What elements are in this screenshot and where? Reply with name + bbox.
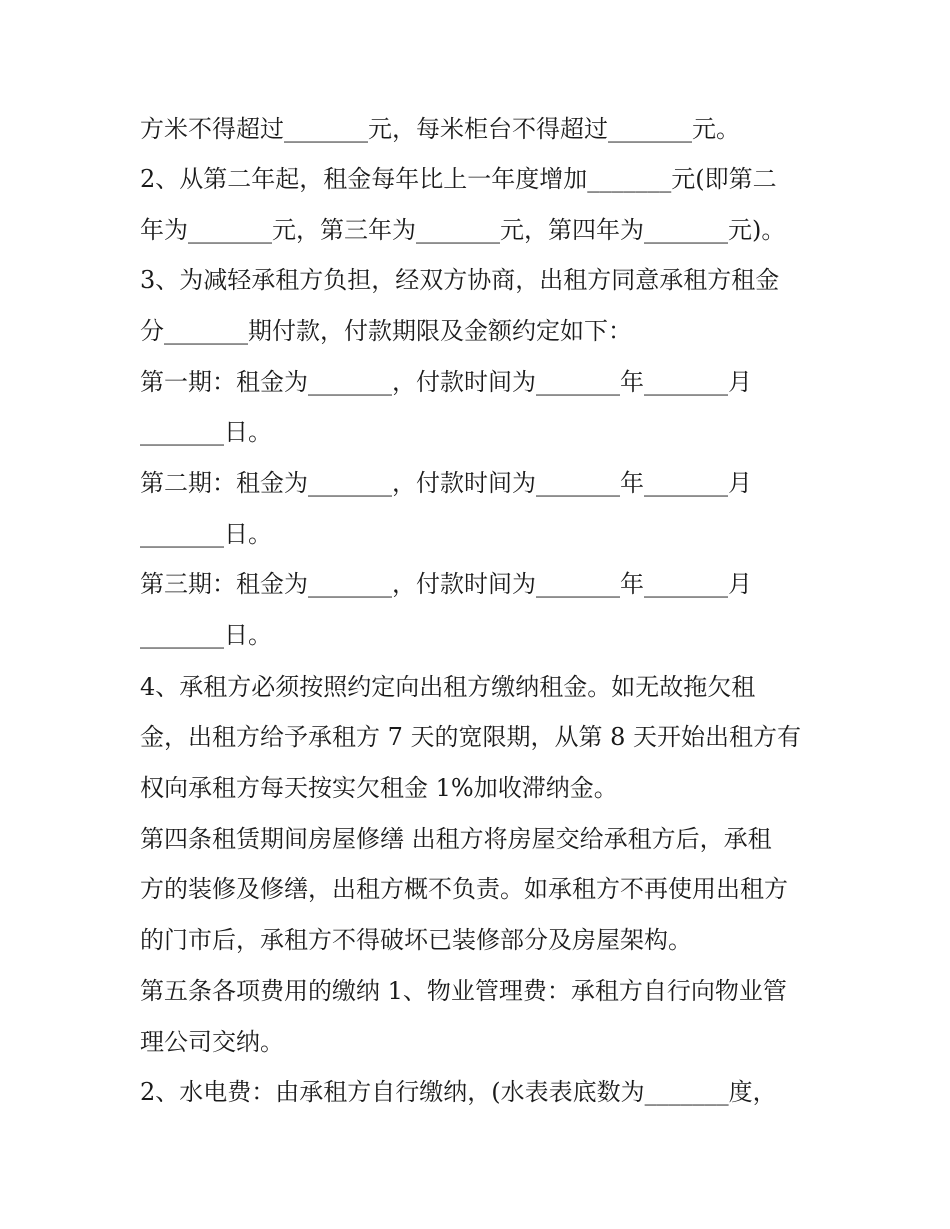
text-line: 金，出租方给予承租方 7 天的宽限期，从第 8 天开始出租方有 — [140, 723, 802, 751]
text-line: 理公司交纳。 — [140, 1028, 284, 1056]
text-line: 的门市后，承租方不得破坏已装修部分及房屋架构。 — [140, 926, 692, 954]
text-line: 方米不得超过_______元，每米柜台不得超过_______元。 — [140, 115, 740, 143]
text-line: 第三期：租金为_______，付款时间为_______年_______月 — [140, 570, 752, 598]
text-line: 权向承租方每天按实欠租金 1%加收滞纳金。 — [140, 774, 618, 802]
text-line: 方的装修及修缮，出租方概不负责。如承租方不再使用出租方 — [140, 875, 788, 903]
text-line: 2、水电费：由承租方自行缴纳，(水表表底数为_______度， — [140, 1078, 777, 1106]
text-line: _______日。 — [140, 621, 272, 649]
text-line: _______日。 — [140, 520, 272, 548]
text-line: 4、承租方必须按照约定向出租方缴纳租金。如无故拖欠租 — [140, 673, 756, 701]
text-line: 3、为减轻承租方负担，经双方协商，出租方同意承租方租金 — [140, 266, 780, 294]
text-line: 第一期：租金为_______，付款时间为_______年_______月 — [140, 368, 752, 396]
text-line: 年为_______元，第三年为_______元，第四年为_______元)。 — [140, 216, 786, 244]
text-line: 分_______期付款，付款期限及金额约定如下： — [140, 317, 632, 345]
text-line: 第二期：租金为_______，付款时间为_______年_______月 — [140, 469, 752, 497]
text-line: 第四条租赁期间房屋修缮 出租方将房屋交给承租方后，承租 — [140, 825, 772, 853]
text-line: 2、从第二年起，租金每年比上一年度增加_______元(即第二 — [140, 165, 777, 193]
text-line: _______日。 — [140, 418, 272, 446]
text-line: 第五条各项费用的缴纳 1、物业管理费：承租方自行向物业管 — [140, 977, 787, 1005]
